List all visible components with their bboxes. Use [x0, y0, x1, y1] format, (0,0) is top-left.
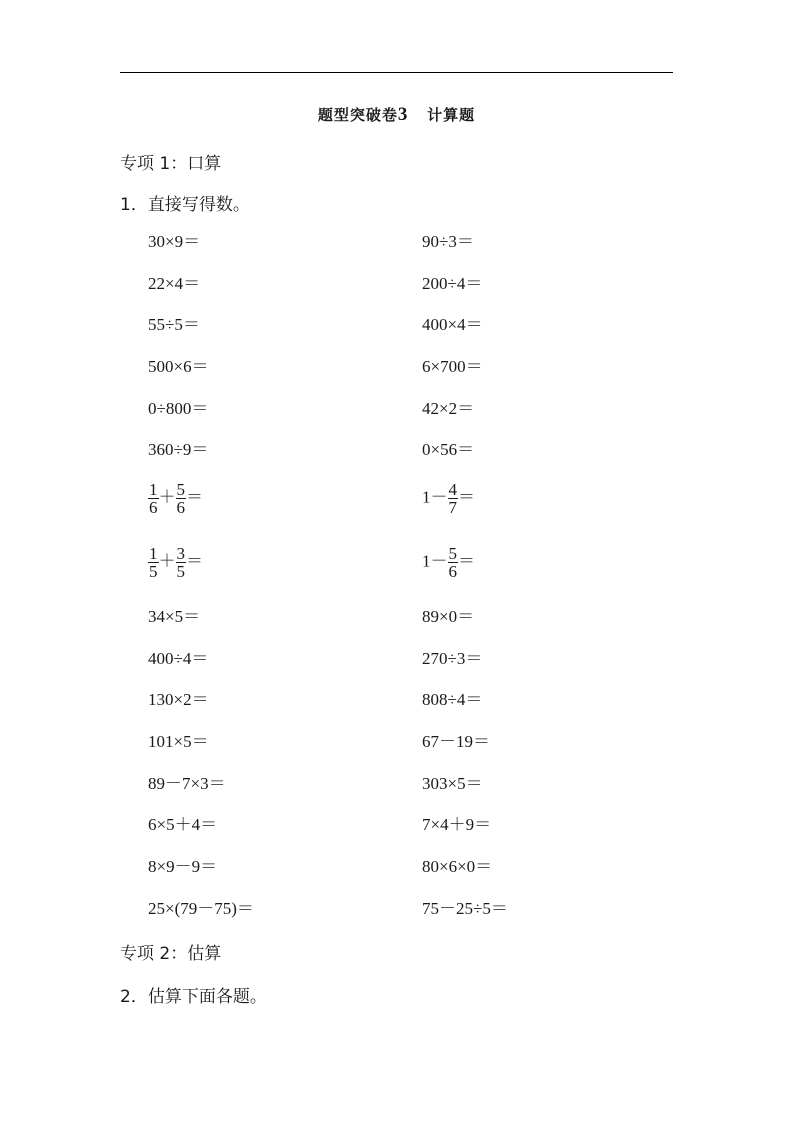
- fraction-problem: $\frac{1}{5}$ ＋ $\frac{3}{5}$ ＝: [149, 544, 203, 581]
- problem: 89×0＝: [422, 607, 475, 626]
- problem: 130×2＝: [148, 690, 209, 709]
- title-suffix: 计算题: [427, 106, 476, 124]
- fraction: $\frac{3}{5}$: [176, 544, 185, 581]
- problem: 101×5＝: [148, 732, 209, 751]
- fraction: $\frac{1}{5}$: [149, 544, 158, 581]
- problem: 500×6＝: [148, 357, 209, 376]
- problem: 360÷9＝: [148, 440, 209, 459]
- fraction-problem: 1－ $\frac{5}{6}$ ＝: [422, 544, 475, 581]
- header-rule: [120, 72, 673, 73]
- problem: 400÷4＝: [148, 649, 209, 668]
- problem: 67－19＝: [422, 732, 490, 751]
- problem: 6×5＋4＝: [148, 815, 218, 834]
- title-prefix: 题型突破卷: [317, 106, 398, 124]
- problem: 7×4＋9＝: [422, 815, 492, 834]
- fraction-problem: $\frac{1}{6}$ ＋ $\frac{5}{6}$ ＝: [149, 480, 203, 517]
- fraction: $\frac{5}{6}$: [176, 480, 185, 517]
- problem: 808÷4＝: [422, 690, 483, 709]
- fraction: $\frac{5}{6}$: [448, 544, 457, 581]
- problem: 55÷5＝: [148, 315, 200, 334]
- problem: 25×(79－75)＝: [148, 899, 254, 918]
- problem: 75－25÷5＝: [422, 899, 508, 918]
- question-2: 2．估算下面各题。: [120, 987, 267, 1007]
- page-title: [0, 104, 793, 126]
- title-number: 3: [397, 104, 409, 125]
- section1-heading: 专项 1：口算: [120, 154, 222, 174]
- fraction: $\frac{1}{6}$: [149, 480, 158, 517]
- problem: 89－7×3＝: [148, 774, 226, 793]
- problem: 0÷800＝: [148, 399, 209, 418]
- problem: 8×9－9＝: [148, 857, 218, 876]
- section2-heading: 专项 2：估算: [120, 944, 222, 964]
- problem: 80×6×0＝: [422, 857, 493, 876]
- problem: 0×56＝: [422, 440, 475, 459]
- problem: 200÷4＝: [422, 274, 483, 293]
- problem: 400×4＝: [422, 315, 483, 334]
- problem: 270÷3＝: [422, 649, 483, 668]
- problem: 30×9＝: [148, 232, 201, 251]
- question-1: 1．直接写得数。: [120, 195, 250, 215]
- problem: 303×5＝: [422, 774, 483, 793]
- problem: 90÷3＝: [422, 232, 474, 251]
- problem: 6×700＝: [422, 357, 483, 376]
- fraction-problem: 1－ $\frac{4}{7}$ ＝: [422, 480, 475, 517]
- problem: 22×4＝: [148, 274, 201, 293]
- fraction: $\frac{4}{7}$: [448, 480, 457, 517]
- problem: 42×2＝: [422, 399, 475, 418]
- problem: 34×5＝: [148, 607, 201, 626]
